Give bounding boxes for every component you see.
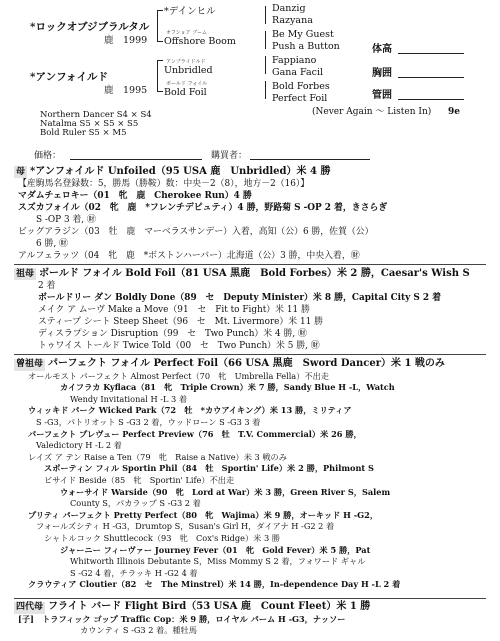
granddam-line-5: スティープ シート Steep Sheet（96 セ Mt. Livermore）米 11 勝	[38, 317, 323, 327]
dam-line-1: *アンフォイルド Unfoiled（95 USA 鹿 Unbridled）米 4 勝	[30, 166, 331, 177]
ggdam-line-14: プリティ パーフェクト Pretty Perfect（80 牝 Wajima）米 9 勝，オーキッド H -G2，	[28, 509, 379, 520]
dam-line-8: アルフェラッツ（04 牝 鹿 *ボストンハーバー）北海道（公）3 勝，中央入着，㊖	[18, 251, 360, 261]
price-label: 価格：	[34, 151, 62, 161]
granddam-label: 祖母	[16, 269, 35, 279]
girth-label: 胸囲	[372, 68, 392, 79]
ggdam-line-5: ウィッキド パーク Wicked Park（72 牡 *カウアイキング）米 13 勝，ミリティア	[28, 405, 352, 416]
great-granddam-section	[14, 358, 490, 591]
ggdam-line-19: S -G2 4 着，チラッキ H -G2 4 着	[70, 567, 198, 578]
dam-sire-kana: アンブライドルド	[166, 59, 206, 65]
ggdam-line-9: レイズ ア テン Raise a Ten（79 牝 Raise a Native）米 3 戦のみ	[28, 451, 287, 462]
granddam-section	[14, 268, 490, 352]
granddam-line-4: メイク ア ムーヴ Make a Move（91 セ Fit to Fight）米 11 勝	[38, 305, 310, 315]
ggdam-line-4: Wendy Invitational H -L 3 着	[70, 393, 188, 404]
ggdam-line-2: オールモスト パーフェクト Almost Perfect（70 牝 Umbrella Fella）不出走	[28, 370, 329, 381]
granddam-line-1: ボールド フォイル Bold Foil（81 USA 黒鹿 Bold Forbes）米 2 勝，Caesar's Wish S	[39, 268, 470, 279]
granddam-line-7: トゥワイス トールド Twice Told（00 セ Two Punch）米 5 勝, ㊖	[38, 341, 320, 351]
dam-name: *アンフォイルド	[30, 71, 109, 83]
buyer-field-line[interactable]	[250, 159, 370, 160]
gggdam-line-1: フライト バード Flight Bird（53 USA 鹿 Count Fleet）米 1 勝	[48, 601, 371, 612]
sire-name: *ロックオブジブラルタル	[30, 21, 150, 33]
family-line: (Never Again ～ Listen In)	[312, 107, 432, 117]
granddam-line-6: ディスラプション Disruption（99 セ Two Punch）米 4 勝, ㊖	[38, 329, 307, 339]
ggdam-line-8: Valedictory H -L 2 着	[36, 440, 122, 451]
gen3-8: Perfect Foil	[272, 93, 328, 104]
fourth-dam-section	[14, 601, 490, 637]
ggdam-line-20: クラウティア Cloutier（82 セ The Minstrel）米 14 勝，In-dependence Day H -L 2 着	[28, 579, 401, 590]
ggdam-line-17: ジャーニー フィーヴァー Journey Fever（01 牝 Gold Fever）米 5 勝，Pat	[60, 544, 371, 555]
dam-line-3: マダムチェロキー（01 牝 鹿 Cherokee Run）4 勝	[18, 191, 252, 201]
ggdam-line-1: パーフェクト フォイル Perfect Foil（66 USA 黒鹿 Sword Dancer）米 1 戦のみ	[48, 358, 445, 369]
dam-line-4: スズカフォイル（02 牝 鹿 *フレンチデピュティ）4 勝，野路菊 S -OP 2 着，きさらぎ	[18, 203, 388, 213]
family-number: 9e	[448, 107, 460, 117]
dam-label: 母	[16, 167, 26, 177]
great-granddam-label: 曾祖母	[16, 359, 44, 369]
ggdam-line-18: Whitworth Illinois Debutante S，Miss Mommy S 2 着，フォワード ギャル	[70, 556, 366, 567]
height-label: 体高	[372, 44, 392, 55]
dam-line-6: ビッグアラジン（03 牡 鹿 マーベラスサンデー）入着，高知（公）6 勝，佐賀（公）	[18, 227, 374, 237]
gggdam-line-3: カウンティ S -G3 2 着。種牡馬	[80, 625, 197, 635]
gen3-6: Gana Facil	[272, 67, 324, 78]
dam-line-5: S -OP 3 着, ㊖	[36, 215, 96, 225]
dam-info: 鹿 1995	[104, 85, 148, 96]
dam-section	[14, 166, 490, 262]
sire-dam-kana: オフショア ブーム	[166, 30, 207, 36]
gen3-2: Razyana	[272, 15, 313, 26]
gggdam-line-2: [子] トラフィック ゴップ Traffic Cop：米 9 勝，ロイヤル パーム H -G3，ナッソー	[18, 613, 346, 624]
girth-field-line[interactable]	[398, 77, 464, 78]
ggdam-line-6: S -G3，パトリオット S -G3 2 着，ウッドローン S -G3 3 着	[36, 416, 261, 427]
sire-info: 鹿 1999	[104, 35, 148, 46]
dam-line-2: 【産駒馬名登録数：5，勝馬（勝鞍）数：中央－2（8），地方－2（16）】	[18, 179, 310, 189]
ggdam-line-16: シャトルコック Shuttlecock（93 牝 Cox's Ridge）米 3 勝	[44, 532, 280, 543]
sire-dam-name: Offshore Boom	[164, 36, 236, 47]
fourth-dam-label: 四代母	[16, 602, 44, 612]
inbreeding-2: Natalma S5 × S5 × S5	[40, 119, 139, 129]
height-field-line[interactable]	[398, 53, 464, 54]
ggdam-line-13: County S，パカラップ S -G3 2 着	[70, 498, 201, 509]
granddam-line-2: 2 着	[38, 281, 56, 291]
ggdam-line-3: カイフラカ Kyflaca（81 牝 Triple Crown）米 7 勝，Sandy Blue H -L，Watch	[60, 382, 395, 393]
dam-dam-kana: ボールド フォイル	[166, 81, 208, 87]
gen3-7: Bold Forbes	[272, 81, 330, 92]
dam-dam-name: Bold Foil	[164, 87, 207, 98]
dam-sire-name: Unbridled	[164, 65, 213, 76]
dam-line-7: 6 勝, ㊖	[36, 239, 68, 249]
ggdam-line-10: スポーティン フィル Sportin Phil（84 牡 Sportin' Life）米 2 勝，Philmont S	[44, 463, 374, 474]
granddam-line-3: ボールドリー ダン Boldly Done（89 セ Deputy Minister）米 8 勝，Capital City S 2 着	[38, 293, 442, 303]
ggdam-line-15: フォールズシティ H -G3，Drumtop S，Susan's Girl H，ダイアナ H -G2 2 着	[36, 521, 335, 532]
gen3-5: Fappiano	[272, 55, 317, 66]
inbreeding-3: Bold Ruler S5 × M5	[40, 128, 127, 138]
price-field-line[interactable]	[70, 159, 202, 160]
gen3-3: Be My Guest	[272, 29, 334, 40]
gen3-1: Danzig	[272, 3, 306, 14]
cannon-field-line[interactable]	[398, 99, 464, 100]
ggdam-line-7: パーフェクト プレヴュー Perfect Preview（76 牡 T.V. Commercial）米 26 勝，	[28, 428, 362, 439]
gen3-4: Push a Button	[272, 41, 340, 52]
buyer-label: 購買者：	[211, 151, 248, 161]
cannon-label: 管囲	[372, 90, 392, 101]
sire-sire-name: *デインヒル	[164, 6, 216, 17]
ggdam-line-11: ビサイド Beside（85 牝 Sportin' Life）不出走	[44, 474, 235, 485]
ggdam-line-12: ウォーサイド Warside（90 牝 Lord at War）米 3 勝，Green River S，Salem	[60, 486, 391, 497]
inbreeding-1: Northern Dancer S4 × S4	[40, 110, 152, 120]
